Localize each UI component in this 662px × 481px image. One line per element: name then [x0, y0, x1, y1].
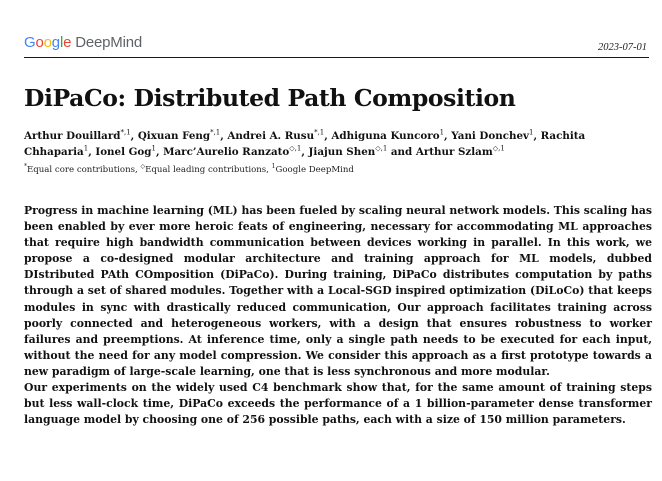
- deepmind-wordmark: DeepMind: [75, 34, 143, 51]
- affil-leading-text: Equal leading contributions,: [145, 165, 272, 175]
- author-affiliation-mark: *,1: [314, 128, 325, 137]
- logo-letter-g2: g: [51, 34, 60, 51]
- author-name: Arthur Szlam: [415, 146, 493, 158]
- affil-org-text: Google DeepMind: [275, 165, 354, 175]
- affiliations-note: [24, 165, 354, 175]
- author-separator: ,: [301, 146, 309, 158]
- affil-mark-core: *: [24, 163, 27, 171]
- author-name: Jiajun Shen: [308, 146, 376, 158]
- author-affiliation-mark: ◇,1: [375, 144, 388, 153]
- author-name: Qixuan Feng: [137, 130, 211, 142]
- author-list: [24, 128, 624, 160]
- author-affiliation-mark: 1: [439, 128, 445, 137]
- publication-date: 2023-07-01: [598, 42, 647, 53]
- author-separator: ,: [88, 146, 96, 158]
- author-separator: ,: [130, 130, 138, 142]
- abstract-paragraph-1: Progress in machine learning (ML) has been fueled by scaling neural network models. This scaling has been enabled by ever more heroic feats of engineering, necessary for accommodating ML approaches that require high bandwidth communication between devices working in parallel. In this work, we propose a co-designed modular architecture and training approach for ML models, dubbed DIstributed PAth COmposition (DiPaCo). During training, DiPaCo distributes computation by paths through a set of shared modules. Together with a Local-SGD inspired optimization (DiLoCo) that keeps modules in sync with drastically reduced communication, Our approach facilitates training across poorly connected and heterogeneous workers, with a design that ensures robustness to worker failures and preemptions. At inference time, only a single path needs to be executed for each input, without the need for any model compression. We consider this approach as a first prototype towards a new paradigm of large-scale learning, one that is less synchronous and more modular.: [24, 204, 652, 378]
- author-affiliation-mark: 1: [529, 128, 534, 137]
- author-affiliation-mark: 1: [151, 144, 156, 153]
- author-name: Marc’Aurelio Ranzato: [163, 146, 290, 158]
- author-affiliation-mark: 1: [83, 144, 89, 153]
- author-name: Yani Donchev: [451, 130, 529, 142]
- author-separator: ,: [324, 130, 332, 142]
- author-name: Rachita Chhaparia: [24, 130, 586, 158]
- author-separator: ,: [155, 146, 164, 158]
- author-name: Andrei A. Rusu: [227, 130, 315, 142]
- author-affiliation-mark: ◇,1: [289, 144, 302, 153]
- google-wordmark: [24, 34, 71, 51]
- author-name: Arthur Douillard: [24, 130, 121, 142]
- author-separator: ,: [444, 130, 452, 142]
- affil-mark-leading: ◇: [140, 163, 146, 171]
- author-name: Adhiguna Kuncoro: [331, 130, 440, 142]
- abstract-paragraph-2: Our experiments on the widely used C4 benchmark show that, for the same amount of training steps but less wall-clock time, DiPaCo exceeds the performance of a 1 billion-parameter dense transformer language model by choosing one of 256 possible paths, each with a size of 150 million parameters.: [24, 381, 652, 427]
- author-affiliation-mark: *,1: [120, 128, 131, 137]
- author-separator: ,: [220, 130, 228, 142]
- affil-mark-org: 1: [271, 163, 276, 171]
- author-separator: ,: [533, 130, 541, 142]
- logo-letter-g1: G: [24, 34, 36, 51]
- author-affiliation-mark: *,1: [210, 128, 221, 137]
- author-affiliation-mark: ◇,1: [492, 144, 505, 153]
- paper-title: DiPaCo: Distributed Path Composition: [24, 84, 516, 112]
- logo-letter-o1: o: [35, 34, 44, 51]
- abstract: [24, 203, 652, 428]
- affil-core-text: Equal core contributions,: [27, 165, 141, 175]
- logo-letter-l: l: [59, 34, 64, 51]
- author-name: Ionel Gog: [95, 146, 152, 158]
- logo-letter-o2: o: [43, 34, 52, 51]
- google-deepmind-logo: [24, 34, 142, 51]
- page-header: [24, 31, 649, 58]
- logo-letter-e: e: [63, 34, 72, 51]
- author-separator: and: [387, 146, 416, 158]
